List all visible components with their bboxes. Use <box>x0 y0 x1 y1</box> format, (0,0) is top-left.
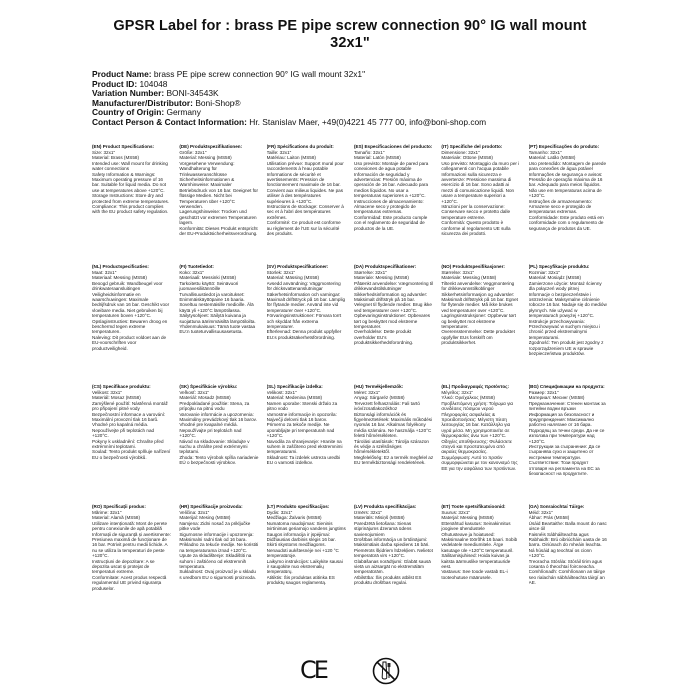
spec-block-bg <box>529 384 608 504</box>
spec-block-sl <box>267 384 346 504</box>
compliance-symbols <box>0 657 700 685</box>
spec-heading-en: (EN) Product Specifications: <box>92 143 155 149</box>
spec-block-hr <box>179 504 258 624</box>
spec-block-sk <box>179 384 258 504</box>
spec-heading-pt: (PT) Especificações do produto: <box>528 143 600 149</box>
spec-block-sv <box>267 264 346 384</box>
spec-body-fi: Koko: 32x1" Materiaali: Messinki (MS58) Tarkoitettu käyttö: Seinävuori juomavesiliitännöille Turvallisuustiedot ja varoitukset: Enimmäiskäyttöpaine 16 baaria. Soveltuu nestemäisille medioille. Älä käytä yli +120°C lämpötilassa. Säilytysohjeet: Säilytä kuivana ja suojattuna äärimmäisiltä lämpötiloilta. Yhdenmukaisuus: Tämä tuote vastaa EU:n tuoteturvallisuusasetusta. <box>179 269 256 335</box>
spec-heading-bg: (BG) Спецификации на продукта: <box>528 383 605 389</box>
spec-block-es <box>354 144 433 264</box>
product-id-value: 104048 <box>139 78 168 89</box>
spec-block-et <box>441 504 520 624</box>
spec-block-ga <box>529 504 608 624</box>
spec-body-de: Größe: 32x1" Material: Messing (MS58) Vorgesehene Verwendung: Wandhalterung für Trinkwasseranschlüsse Sicherheitsinformationen & Warnhinweise: Maximaler Betriebsdruck von 16 bar. Geeignet für flüssige Medien. Nicht bei Temperaturen über +120°C verwenden. Lagerungshinweise: Trocken und geschützt vor extremen Temperaturen lagern. Konformität: Dieses Produkt entspricht der EU-Produktsicherheitsverordnung. <box>179 149 258 237</box>
spec-body-es: Tamaño: 32x1" Material: Latón (MS58) Uso previsto: Montaje de pared para conexiones de agua potable Información de seguridad y advertencias: Presión máxima de operación de 16 bar. Adecuado para medios líquidos. No usar a temperaturas superiores a +120°C. Instrucciones de almacenamiento: Almacene seco y protegido de temperaturas extremas. Conformidad: Este producto cumple con el reglamento de seguridad de productos de la UE. <box>354 149 429 231</box>
spec-body-fr: Taille: 32x1" Matériau: Laiton (MS58) Utilisation prévue: Support mural pour raccordements à l'eau potable Informations de sécurité et avertissements: Pression de fonctionnement maximale de 16 bar. Convient aux milieux liquides. Ne pas utiliser à des températures supérieures à +120°C. Instructions de stockage: Conserver à sec et à l'abri des températures extrêmes. Conformité: Ce produit est conforme au règlement de l'UE sur la sécurité des produits. <box>266 149 344 237</box>
spec-body-lv: Izmērs: 32x1" Materiāls: Misiņš (MS58) Paredzētā lietošana: Sienas stiprinājums dzeramā ūdens savienojumiem Drošības informācija un brīdinājumi: Maksimālais darba spiediens 16 bāri. Piemērots šķidriem līdzekļiem. Nelietot temperatūrā virs +120°C. Glabāšanas norādījumi: Glabāt sausā vietā un aizsargāt no ekstremālām temperatūrām. Atbilstība: Šis produkts atbilst ES produktu drošības regulai. <box>354 509 433 586</box>
spec-block-it <box>441 144 520 264</box>
spec-heading-nl: (NL) Productspecificaties: <box>92 263 149 269</box>
contact-row <box>92 118 608 128</box>
not-for-food-contact-icon <box>372 657 400 685</box>
variation-number-value: BONI-34543K <box>166 88 219 99</box>
spec-heading-da: (DA) Produktspecifikationer: <box>354 263 417 269</box>
contact-value: Hr. Stanislav Maer, +49(0)4221 45 777 00, info@boni-shop.com <box>249 116 487 127</box>
spec-heading-de: (DE) Produktspezifikationen: <box>179 143 243 149</box>
spec-block-hu <box>354 384 433 504</box>
ce-mark-icon <box>300 657 326 685</box>
spec-heading-lv: (LV) Produkta specifikācijas: <box>354 503 417 509</box>
spec-body-lt: Dydis: 32x1" Medžiaga: Žalvaris (MS58) Numatoma naudojimas: Sieninis tvirtinimas geriamojo vandens jungtims Saugos informacija ir įspėjimai: Didžiausias darbinis slėgis 16 bar. Skirti skystoms medžiagoms. Nenaudoti aukštesnėje nei +120 °C temperatūroje. Laikymo instrukcijos: Laikykite sausai ir saugokite nuo ekstremalių temperatūrų. Atitiktis: Šis produktas atitinka ES produktų saugos reglamentą. <box>266 509 346 586</box>
spec-block-lv <box>354 504 433 624</box>
spec-body-da: Størrelse: 32x1" Materiale: Messing (MS58) Påtænkt anvendelse: Vægmontering til drikkevandstilslutninger Sikkerhedsinformation og advarsler: Maksimalt driftstryk på 16 bar. Velegnet til flydende medier. Brug ikke ved temperaturer over +120°C. Opbevaringsinstruktioner: Opbevares tørt og beskyttet mod ekstreme temperaturer. Overholdelse: Dette produkt overholder EU's produktsikkerhedsforordning. <box>354 269 434 346</box>
spec-body-ro: Mărime: 32x1" Material: Alamă (MS58) Utilizare intenționată: Mont de perete pentru conexiunile de apă potabilă Informații de siguranță și avertismente: Presiunea maximă de funcționare de 16 bar. Potrivit pentru medii lichide. A nu se utiliza la temperaturi de peste +120°C. Instrucțiuni de depozitare: A se depozita uscat și protejat de temperaturi extreme. Conformitate: Acest produs respectă regulamentul UE privind siguranța produselor. <box>92 509 171 591</box>
spec-heading-fi: (FI) Tuotetiedot: <box>179 263 214 269</box>
spec-body-pl: Rozmiar: 32x1" Materiał: Mosiądz (MS58) Zamierzone użycie: Montaż ścienny dla połączeń wody pitnej Informacje o bezpieczeństwie i ostrzeżenia: Maksymalne ciśnienie robocze 16 bar. Nadaje się do mediów płynnych. Nie używać w temperaturach powyżej +120°C. Instrukcje przechowywania: Przechowywać w suchym miejscu i chronić przed ekstremalnymi temperaturami. Zgodność: Ten produkt jest zgodny z rozporządzeniem UE w sprawie bezpieczeństwa produktów. <box>528 269 607 357</box>
product-name-row <box>92 70 608 80</box>
spec-body-pt: Tamanho: 32x1" Material: Latão (MS58) Uso pretendido: Montagem de parede para conexões de água potável Informações de segurança e avisos: Pressão de operação máxima de 16 bar. Adequado para meios líquidos. Não use em temperaturas acima de +120°C. Instruções de armazenamento: Armazene seco e protegido de temperaturas extremas. Conformidade: Este produto está em conformidade com o regulamento de segurança de produtos da UE. <box>528 149 607 231</box>
spec-heading-hu: (HU) Termékjellemzők: <box>354 383 404 389</box>
spec-heading-ro: (RO) Specificații produs: <box>92 503 146 509</box>
contact-key: Contact Person & Contact Information: <box>92 116 247 127</box>
spec-body-hr: Veličina: 32x1" Materijal: Mesing (MS58) Namjena: Zidni nosač za priključke pitke vode Sigurnosne informacije i upozorenja: Maksimalni radni tlak od 16 bara. Prikladno za tekuće medije. Ne koristiti na temperaturama iznad +120°C. Upute za skladištenje: Skladištiti na suhom i zaštićeno od ekstremnih temperatura. Sukladnost: Ovaj proizvod je u skladu s uredbom EU o sigurnosti proizvoda. <box>179 509 259 580</box>
spec-heading-hr: (HR) Specifikacije proizvoda: <box>179 503 243 509</box>
spec-heading-pl: (PL) Specyfikacje produktu: <box>528 263 590 269</box>
spec-block-fi <box>179 264 258 384</box>
spec-heading-it: (IT) Specifiche del prodotto: <box>441 143 503 149</box>
spec-heading-fr: (FR) Spécifications du produit: <box>266 143 334 149</box>
spec-block-ro <box>92 504 171 624</box>
spec-heading-sl: (SL) Specifikacije izdelka: <box>266 383 323 389</box>
spec-block-nl <box>92 264 171 384</box>
spec-body-en: Size: 32x1" Material: Brass (MS58) Intended use: Wall mount for drinking water connections Safety Information & Warnings: Maximum operating pressure of 16 bar. Suitable for liquid media. Do not use at temperatures above +120°C. Storage Instructions: Store dry and protected from extreme temperatures. Compliance: This product complies with the EU product safety regulation. <box>92 149 170 215</box>
country-value: Germany <box>166 107 201 118</box>
manufacturer-key: Manufacturer/Distributor: <box>92 97 193 108</box>
product-name-key: Product Name: <box>92 69 152 79</box>
spec-block-pl <box>529 264 608 384</box>
spec-grid <box>92 144 608 624</box>
spec-body-sv: Storlek: 32x1" Material: Mässing (MS58) Avsedd användning: Väggmontering för dricksvattenanslutningar Säkerhetsinformation och varningar: Maximalt driftstryck på 16 bar. Lämplig för flytande medier. Använd inte vid temperaturer över +120°C. Förvaringsinstruktioner: Förvara torrt och skyddat från extrema temperaturer. Efterlevnad: Denna produkt uppfyller EU:s produktsäkerhetsförordning. <box>266 269 346 340</box>
spec-body-ga: Méid: 32x1" Ábhar: Prás (MS58) Úsáid Beartaithe: Balla mount do nasc uisce óil Faisnéis Sábháilteachta agus Rabhaidh: Brú oibriúcháin uasta de 16 barra. Oiriúnach do mheáin leachta. Ná húsáid ag teochtaí os cionn +120°C. Treoracha Stórála: Stóráil tirim agus cosanta ó theochtaí foircneacha. Comhlíonadh: Comhlíonann an táirge seo rialachán sábháilteachta táirgí an AE. <box>528 509 607 586</box>
spec-block-fr <box>267 144 346 264</box>
spec-heading-ga: (GA) Sonraíochtaí Táirge: <box>528 503 585 509</box>
spec-heading-es: (ES) Especificaciones del producto: <box>354 143 433 149</box>
product-info <box>92 70 608 128</box>
spec-heading-sk: (SK) Špecifikácie výrobku: <box>179 383 238 389</box>
spec-body-cs: Velikost: 32x1" Materiál: Mosaz (MS58) Zamýšlené použití: Nástěnná montáž pro připojení pitné vody Bezpečnostní informace a varování: Maximální provozní tlak 16 barů. Vhodné pro kapalná média. Nepoužívejte při teplotách nad +120°C. Pokyny k uskladnění: Chraňte před extrémními teplotami. Soulad: Tento produkt splňuje nařízení EU o bezpečnosti výrobků. <box>92 389 171 460</box>
spec-body-nl: Maat: 32x1" Materiaal: Messing (MS58) Beoogd gebruik: Wandbeugel voor drinkwateraansluitingen Veiligheidsinformatie en waarschuwingen: Maximale bedrijfsdruk van 16 bar. Geschikt voor vloeibare media. Niet gebruiken bij temperaturen boven +120°C. Opslaginstructies: Bewaren droog en beschermd tegen extreme temperaturen. Naleving: Dit product voldoet aan de EU-voorschriften voor productveiligheid. <box>92 269 170 351</box>
spec-block-lt <box>267 504 346 624</box>
spec-block-pt <box>529 144 608 264</box>
spec-heading-no: (NO) Produktspesifikasjoner: <box>441 263 505 269</box>
spec-block-no <box>441 264 520 384</box>
page-title: GPSR Label for : brass PE pipe screw connection 90° IG wall mount 32x1" <box>113 18 587 51</box>
spec-body-el: Μέγεθος: 32x1" Υλικό: Ορείχαλκος (MS58) Προβλεπόμενη χρήση: Τοίχωμα για συνδέσεις πόσιμου νερού Πληροφορίες ασφαλείας & προειδοποιήσεις: Μέγιστη πίεση λειτουργίας 16 bar. Κατάλληλο για υγρά μέσα. Μη χρησιμοποιείτε σε θερμοκρασίες άνω των +120°C. Οδηγίες αποθήκευσης: Φυλάσσετε στεγνό και προστατευμένο από ακραίες θερμοκρασίες. Συμμόρφωση: Αυτό το προϊόν συμμορφώνεται με τον κανονισμό της ΕΕ για την ασφάλεια των προϊόντων. <box>441 389 518 471</box>
spec-body-it: Dimensione: 32x1" Materiale: Ottone (MS58) Uso previsto: Montaggio da muro per i collegamenti con l'acqua potabile Informazioni sulla sicurezza e avvertenze: Pressione massima di esercizio di 16 bar. Sono adatti ai mezzi di comunicazione liquidi. Non usare a temperature superiori a +120°C. Istruzioni per la conservazione: Conservare secco e protetto dalle temperature estreme. Conformità: Questo prodotto è conforme al regolamento UE sulla sicurezza dei prodotti. <box>441 149 520 237</box>
product-name-value: brass PE pipe screw connection 90° IG wall mount 32x1" <box>153 69 366 79</box>
spec-block-de <box>179 144 258 264</box>
spec-block-el <box>441 384 520 504</box>
spec-body-et: Suurus: 32x1" Materjal: Messing (MS58) Ettenähtud kasutus: Seinakinnitus joogivee ühendustele Ohutusteave ja hoiatused: Maksimaalne töörõhk 16 baari. Sobib vedelatele meediumitele. Ärge kasutage üle +120°C temperatuuril. Säilitamisjuhised: Hoida kuivas ja kaitsta äärmuslike temperatuuride eest. Vastavus: See toode vastab EL-i tooteohutuse määrusele. <box>441 509 518 580</box>
spec-body-sl: Velikost: 32x1" Material: Medenina (MS58) Namen uporabe: Stenski držalo za pitno vodo Varnostne informacije in opozorila: Največji delovni tlak 16 barov. Primerno za tekoče medije. Ne uporabljajte pri temperaturah nad +120°C. Navodila za shranjevanje: Hranite na suhem in zaščiteno pred ekstremnimi temperaturami. Skladnost: Ta izdelek ustreza uredbi EU o varnosti izdelkov. <box>266 389 343 466</box>
manufacturer-value: Boni-Shop® <box>195 97 241 108</box>
spec-body-sk: Veľkosť: 32x1" Materiál: Mosadz (MS58) Predpokladané použitie: Stena, za prípojku na pitnú vodu Varovanie informácie a upozornenia: Maximálny prevádzkový tlak 16 barov. Vhodné pre kvapalné médiá. Nepoužívajte pri teplotách nad +120°C. Návod na skladovanie: Skladujte v suchu a chráňte pred extrémnymi teplotami. Zhoda: Tento výrobok spĺňa nariadenie EÚ o bezpečnosti výrobkov. <box>179 389 259 466</box>
spec-body-bg: Размер: 32x1" Материал: Месинг (MS58) Предназначение: Стенен монтаж за питейни водни връзки Информация за безопасност и предупреждения: Максимално работно налягане от 16 бара. Подходящ за течни среди. Да не се използва при температури над +120°C. Инструкции за съхранение: Да се съхранява сухо и защитено от екстремни температури. Съответствие: Този продукт отговаря на регламента на ЕС за безопасност на продуктите. <box>528 389 606 477</box>
ce-mark-text: CE <box>300 656 326 684</box>
spec-block-cs <box>92 384 171 504</box>
spec-heading-el: (EL) Προδιαγραφές προϊόντος: <box>441 383 510 389</box>
spec-heading-et: (ET) Toote spetsifikatsioonid: <box>441 503 506 509</box>
spec-block-en <box>92 144 171 264</box>
spec-heading-cs: (CS) Specifikace produktu: <box>92 383 151 389</box>
spec-heading-sv: (SV) Produktspecifikationer: <box>266 263 329 269</box>
variation-number-key: Variation Number: <box>92 88 165 99</box>
product-id-key: Product ID: <box>92 78 138 89</box>
spec-heading-lt: (LT) Produkto specifikacijos: <box>266 503 330 509</box>
country-key: Country of Origin: <box>92 107 165 118</box>
spec-body-no: Størrelse: 32x1" Materiale: Messing (MS58) Tiltenkt anvendelse: Veggmontering for drikkevannstilkoblinger Sikkerhetsinformasjon og advarsler: Maksimalt driftstrykk på 16 bar. Egnet for flytende medier. Må ikke brukes ved temperaturer over +120°C. Lagringsinstruksjoner: Oppbevar tørt og beskyttet mot ekstreme temperaturer. Overensstemmelse: Dette produktet oppfyller EUs forskrift om produktsikkerhet. <box>441 269 518 346</box>
spec-block-da <box>354 264 433 384</box>
spec-body-hu: Méret: 32x1" Anyag: Sárgaréz (MS58) Tervezett felhasználás: Fali tartó ivóvízcsatlakozókhoz Biztonsági információk és figyelmeztetések: Maximális működési nyomás 16 bar. Alkalmas folyékony média számára. Ne használja +120°C feletti hőmérsékleten. Tárolási utasítások: Tárolja szárazon és védje a szélsőséges hőmérsékletektől. Megfelelőség: Ez a termék megfelel az EU termékbiztonsági rendeletének. <box>354 389 434 466</box>
